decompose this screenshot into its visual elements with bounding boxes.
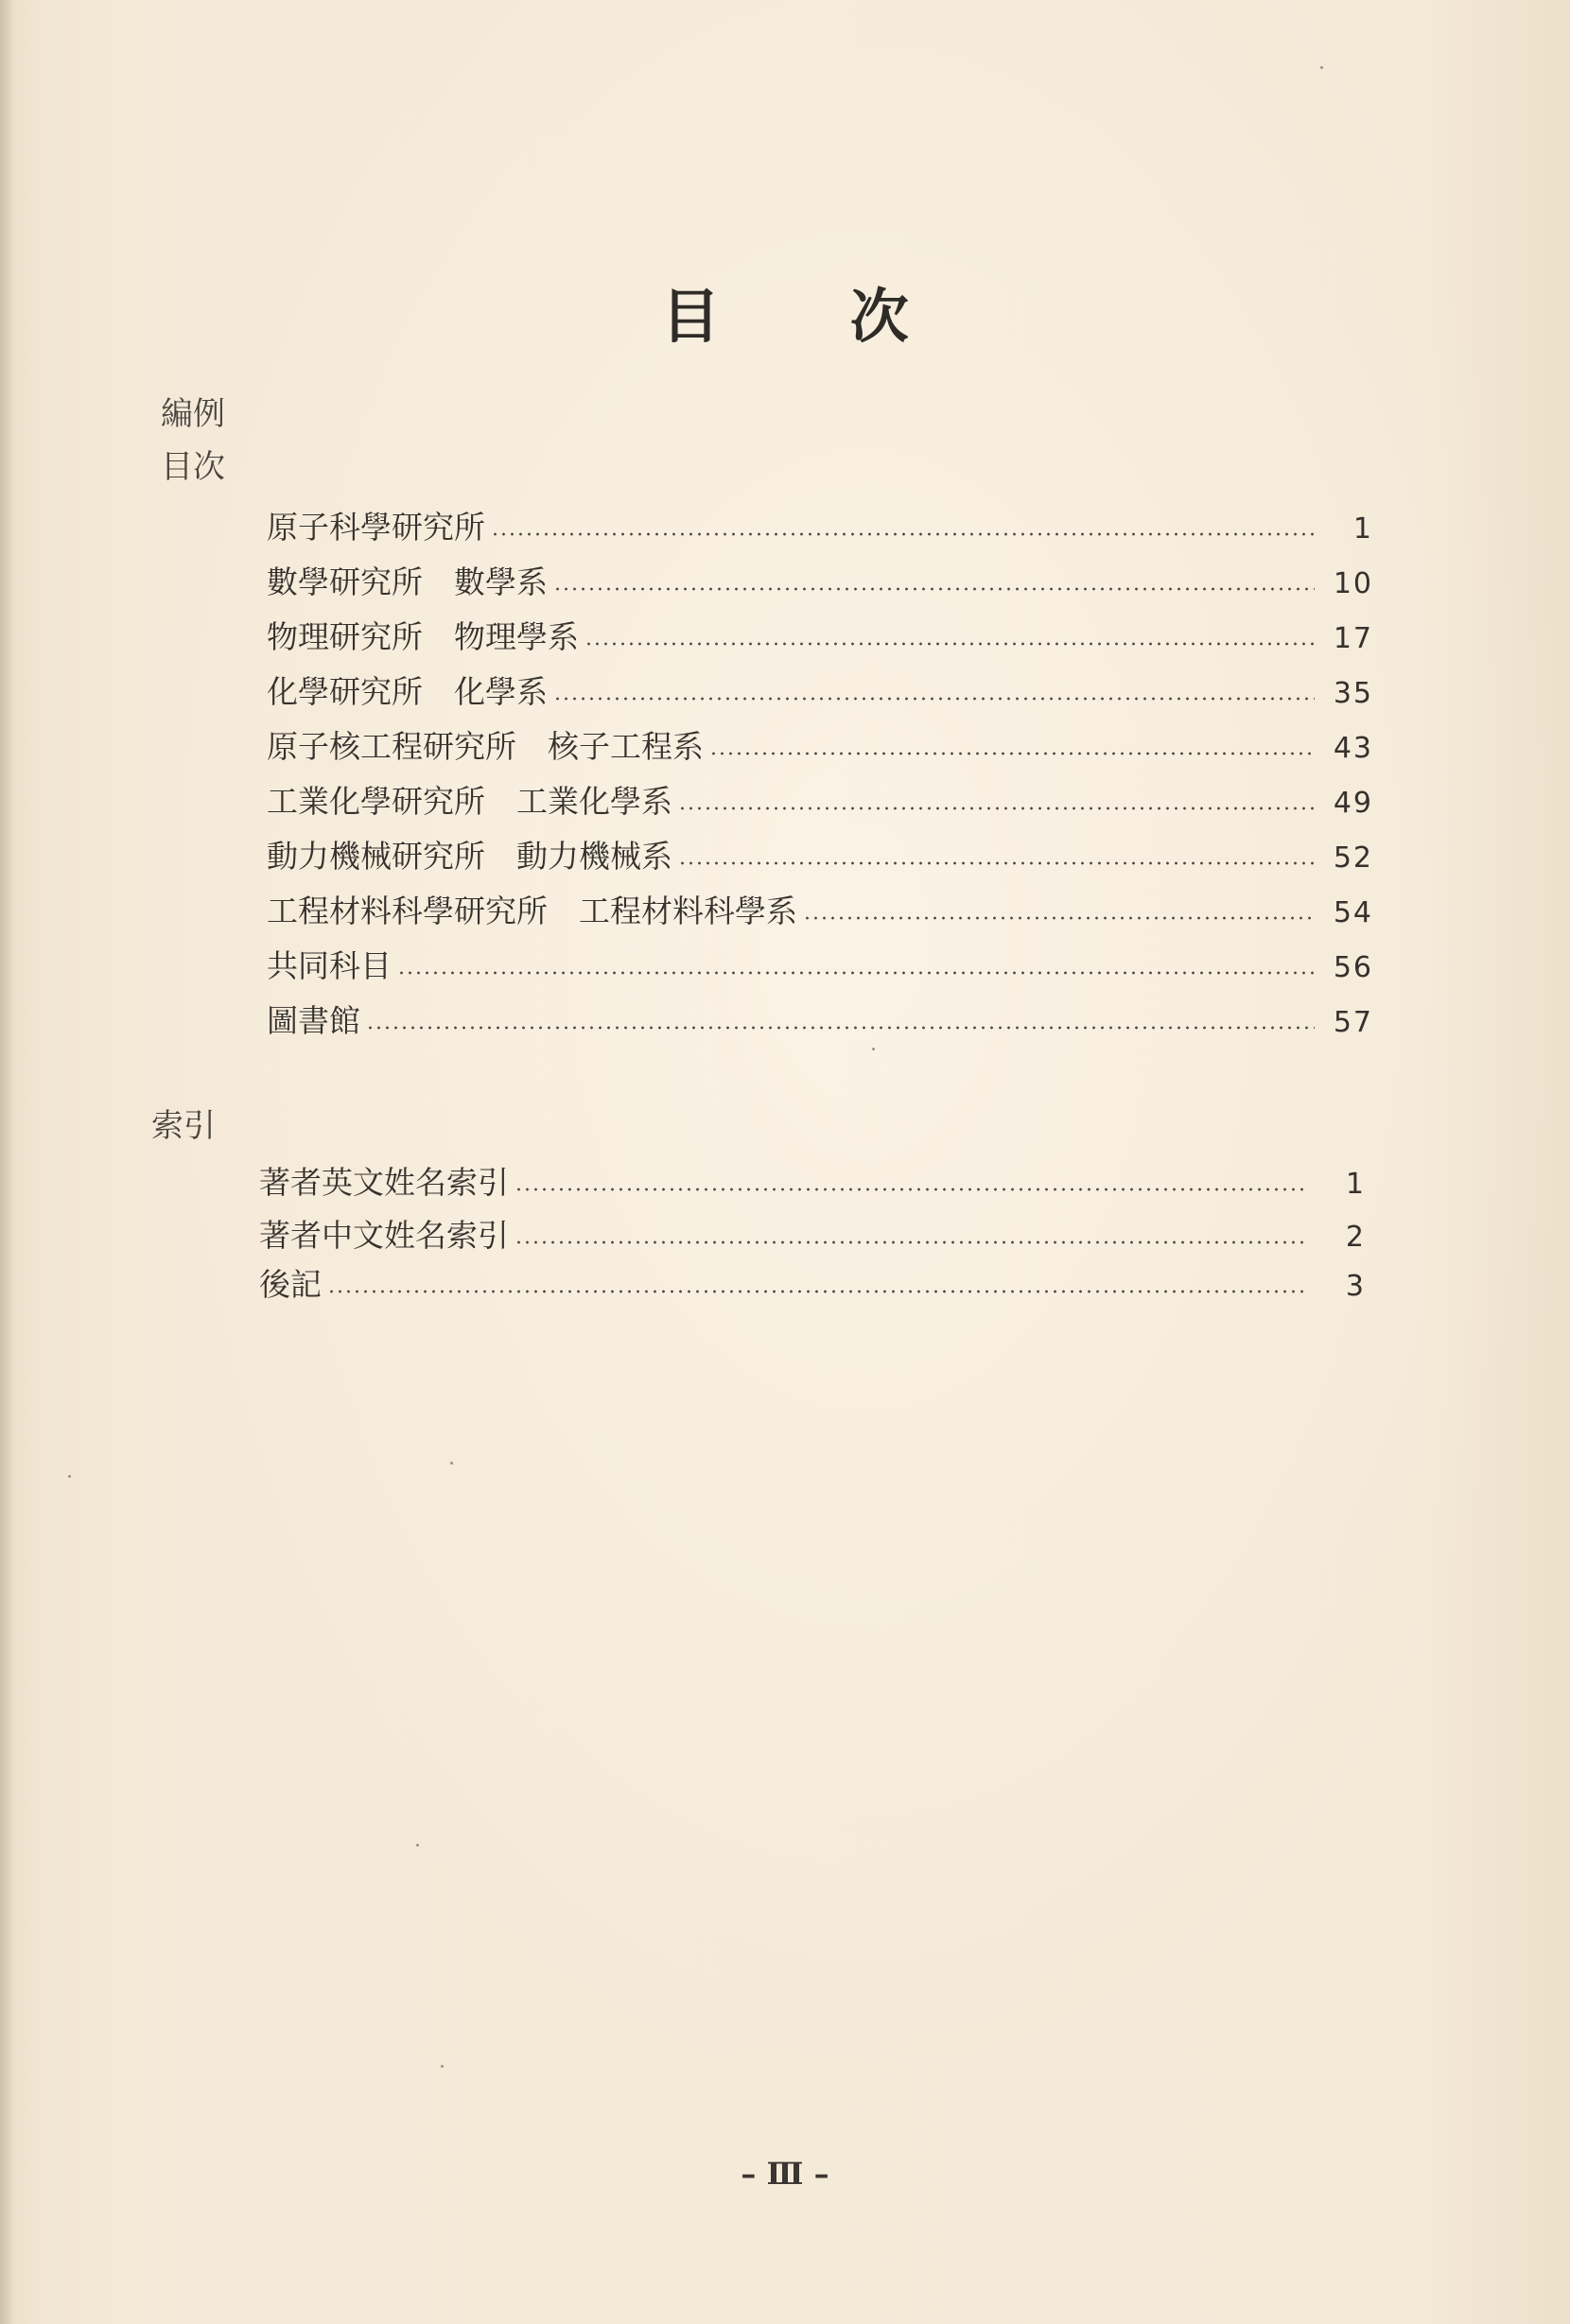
dot-leader — [678, 861, 1315, 865]
page-folio: – Ⅲ – — [741, 2156, 829, 2192]
toc-entry: 工程材料科學研究所 工程材料科學系 — [267, 893, 797, 929]
index-row — [259, 1260, 1366, 1306]
dot-leader — [553, 697, 1315, 701]
toc-row — [267, 503, 1373, 548]
front-matter-item-editorial-notes: 編例 — [161, 395, 225, 433]
front-matter-item-contents: 目次 — [161, 448, 225, 486]
toc-page-number: 35 — [1333, 677, 1373, 710]
toc-entry: 原子核工程研究所 核子工程系 — [267, 728, 704, 765]
dot-leader — [678, 806, 1315, 810]
dot-leader — [327, 1290, 1307, 1293]
toc-entry: 共同科目 — [267, 947, 392, 984]
toc-entry: 數學研究所 數學系 — [267, 564, 548, 600]
index-page-number: 2 — [1345, 1221, 1366, 1254]
index-entry: 著者英文姓名索引 — [259, 1164, 509, 1201]
index-page-number: 1 — [1345, 1168, 1366, 1201]
toc-page-number: 43 — [1333, 732, 1373, 765]
toc-entry: 物理研究所 物理學系 — [267, 618, 579, 655]
paper-speck — [450, 1462, 453, 1465]
toc-entry: 工業化學研究所 工業化學系 — [267, 783, 672, 820]
toc-entry: 圖書館 — [267, 1002, 360, 1039]
paper-speck — [68, 1475, 71, 1478]
index-entry: 著者中文姓名索引 — [259, 1217, 509, 1254]
paper-speck — [441, 2065, 444, 2068]
toc-row — [267, 558, 1373, 603]
dot-leader — [491, 532, 1315, 536]
page-title: 目 次 — [661, 282, 964, 351]
toc-row — [267, 668, 1373, 713]
dot-leader — [553, 587, 1315, 591]
paper-speck — [1320, 66, 1323, 69]
dot-leader — [515, 1240, 1307, 1244]
toc-page-number: 10 — [1333, 567, 1373, 600]
toc-row — [267, 832, 1373, 877]
toc-entry: 動力機械研究所 動力機械系 — [267, 838, 672, 875]
toc-page-number: 56 — [1333, 951, 1373, 984]
index-row — [259, 1211, 1366, 1257]
toc-page-number: 17 — [1333, 622, 1373, 655]
toc-page-number: 54 — [1333, 896, 1373, 929]
toc-row — [267, 722, 1373, 768]
dot-leader — [366, 1026, 1315, 1030]
toc-row — [267, 942, 1373, 987]
dot-leader — [803, 916, 1315, 920]
index-section-label: 索引 — [151, 1107, 216, 1145]
toc-page-number: 49 — [1333, 787, 1373, 820]
toc-row — [267, 613, 1373, 658]
dot-leader — [709, 752, 1315, 755]
toc-row — [267, 887, 1373, 932]
toc-row — [267, 777, 1373, 823]
dot-leader — [515, 1188, 1307, 1191]
toc-entry: 原子科學研究所 — [267, 509, 485, 546]
toc-page-number: 52 — [1333, 841, 1373, 875]
toc-page-number: 1 — [1352, 512, 1373, 546]
dot-leader — [584, 642, 1315, 646]
index-row — [259, 1158, 1366, 1204]
toc-row — [267, 997, 1373, 1042]
index-page-number: 3 — [1345, 1270, 1366, 1303]
toc-entry: 化學研究所 化學系 — [267, 673, 548, 710]
paper-speck — [416, 1844, 419, 1847]
toc-page-number: 57 — [1333, 1006, 1373, 1039]
index-entry: 後記 — [259, 1266, 322, 1303]
dot-leader — [397, 971, 1315, 975]
paper-speck — [872, 1048, 875, 1050]
